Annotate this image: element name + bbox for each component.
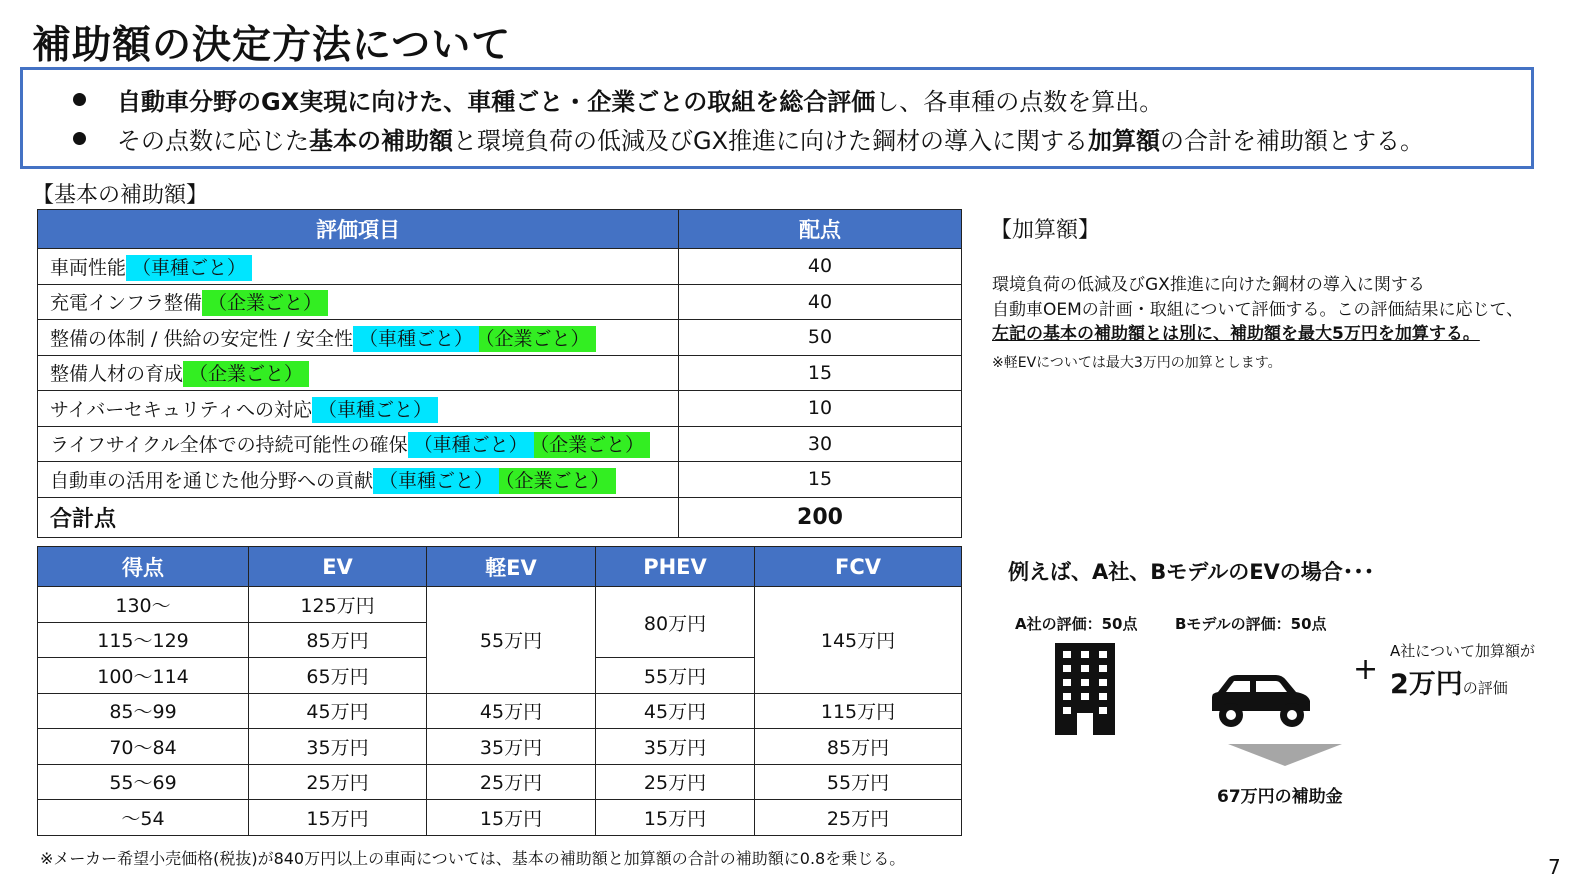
- addition-amount-suffix: の評価: [1462, 679, 1508, 697]
- phev-amount: 35万円: [596, 729, 755, 765]
- eval-item: サイバーセキュリティへの対応: [50, 398, 313, 421]
- tag-company: （企業ごと）: [202, 290, 328, 316]
- addition-text-3: 左記の基本の補助額とは別に、補助額を最大5万円を加算する。: [992, 324, 1480, 344]
- summary-line1-bold: 自動車分野のGX実現に向けた、車種ごと・企業ごとの取組を総合評価: [117, 88, 876, 116]
- table-row: [38, 355, 962, 391]
- eval-item: 充電インフラ整備: [50, 292, 203, 315]
- table-row: [38, 462, 962, 498]
- eval-item: 車両性能: [50, 256, 127, 279]
- amount-header-kei-ev: 軽EV: [427, 547, 596, 587]
- score-range: 130～: [38, 587, 249, 623]
- total-points: 200: [679, 497, 962, 537]
- ev-amount: 125万円: [249, 587, 427, 623]
- phev-amount: 55万円: [596, 658, 755, 694]
- phev-amount: 15万円: [596, 800, 755, 836]
- fcv-amount: 145万円: [755, 587, 962, 694]
- eval-item: ライフサイクル全体での持続可能性の確保: [50, 434, 408, 457]
- result-subsidy: 67万円の補助金: [1217, 787, 1343, 807]
- table-row: [38, 284, 962, 320]
- kei-ev-amount: 35万円: [427, 729, 596, 765]
- amount-header-fcv: FCV: [755, 547, 962, 587]
- score-range: ～54: [38, 800, 249, 836]
- ev-amount: 35万円: [249, 729, 427, 765]
- kei-ev-amount: 55万円: [427, 587, 596, 694]
- tag-vehicle: （車種ごと）: [126, 255, 252, 281]
- total-label: 合計点: [38, 497, 679, 537]
- amount-header-score: 得点: [38, 547, 249, 587]
- eval-header-points: 配点: [679, 210, 962, 249]
- tag-company: （企業ごと）: [499, 468, 616, 494]
- tag-vehicle: （車種ごと）: [312, 397, 438, 423]
- addition-note: ※軽EVについては最大3万円の加算とします。: [992, 355, 1282, 371]
- phev-amount: 25万円: [596, 764, 755, 800]
- summary-line1-rest: し、各車種の点数を算出。: [875, 88, 1164, 116]
- ev-amount: 45万円: [249, 693, 427, 729]
- kei-ev-amount: 45万円: [427, 693, 596, 729]
- amount-header-phev: PHEV: [596, 547, 755, 587]
- score-range: 100～114: [38, 658, 249, 694]
- tag-company: （企業ごと）: [479, 326, 596, 352]
- tag-vehicle: （車種ごと）: [373, 468, 499, 494]
- addition-amount: [1390, 662, 1508, 701]
- eval-points: 10: [679, 391, 962, 427]
- table-row: [38, 729, 962, 765]
- summary-line2-bold: 基本の補助額: [309, 127, 453, 155]
- table-row: [38, 587, 962, 623]
- ev-amount: 15万円: [249, 800, 427, 836]
- page-title: 補助額の決定方法について: [32, 23, 512, 68]
- fcv-amount: 25万円: [755, 800, 962, 836]
- addition-text-1: 環境負荷の低減及びGX推進に向けた鋼材の導入に関する: [992, 275, 1425, 295]
- building-icon: [1055, 643, 1115, 735]
- amount-table: [37, 546, 962, 836]
- bullet-dot-icon: [73, 132, 86, 145]
- footnote: ※メーカー希望小売価格(税抜)が840万円以上の車両については、基本の補助額と加算額の合計の補助額に0.8を乗じる。: [40, 849, 906, 868]
- tag-vehicle: （車種ごと）: [353, 326, 479, 352]
- addition-amount-value: 2万円: [1390, 669, 1463, 700]
- fcv-amount: 115万円: [755, 693, 962, 729]
- table-row: [38, 320, 962, 356]
- table-row: [38, 426, 962, 462]
- eval-item: 整備の体制 / 供給の安定性 / 安全性: [50, 327, 353, 350]
- car-icon: [1204, 673, 1314, 729]
- tag-vehicle: （車種ごと）: [408, 432, 534, 458]
- summary-line2-part: の合計を補助額とする。: [1160, 127, 1425, 155]
- kei-ev-amount: 15万円: [427, 800, 596, 836]
- amount-header-ev: EV: [249, 547, 427, 587]
- page-number: 7: [1548, 855, 1561, 879]
- total-row: [38, 497, 962, 537]
- eval-item: 自動車の活用を通じた他分野への貢献: [50, 469, 374, 492]
- table-row: [38, 693, 962, 729]
- eval-points: 15: [679, 462, 962, 498]
- bullet-dot-icon: [73, 93, 86, 106]
- fcv-amount: 85万円: [755, 729, 962, 765]
- ev-amount: 25万円: [249, 764, 427, 800]
- table-row: [38, 391, 962, 427]
- eval-header-item: 評価項目: [38, 210, 679, 249]
- example-title: 例えば、A社、BモデルのEVの場合･･･: [1008, 560, 1375, 584]
- fcv-amount: 55万円: [755, 764, 962, 800]
- summary-line2-part: その点数に応じた: [117, 127, 309, 155]
- score-range: 70～84: [38, 729, 249, 765]
- model-eval-label: Bモデルの評価：50点: [1175, 615, 1327, 633]
- score-range: 55～69: [38, 764, 249, 800]
- phev-amount: 45万円: [596, 693, 755, 729]
- eval-item: 整備人材の育成: [50, 363, 184, 386]
- summary-box: [20, 67, 1534, 169]
- table-row: [38, 249, 962, 285]
- score-range: 115～129: [38, 622, 249, 658]
- eval-points: 40: [679, 249, 962, 285]
- table-row: [38, 764, 962, 800]
- phev-amount: 80万円: [596, 587, 755, 658]
- eval-points: 15: [679, 355, 962, 391]
- basic-amount-label: 【基本の補助額】: [32, 183, 209, 208]
- addition-text-2: 自動車OEMの計画・取組について評価する。この評価結果に応じて、: [992, 300, 1524, 320]
- down-arrow-icon: [1228, 744, 1342, 766]
- tag-company: （企業ごと）: [183, 361, 309, 387]
- addition-label: 【加算額】: [990, 218, 1101, 243]
- addition-note-example: A社について加算額が: [1390, 642, 1535, 660]
- kei-ev-amount: 25万円: [427, 764, 596, 800]
- evaluation-table: [37, 209, 962, 538]
- table-row: [38, 800, 962, 836]
- summary-line2-part: と環境負荷の低減及びGX推進に向けた鋼材の導入に関する: [453, 127, 1089, 155]
- ev-amount: 65万円: [249, 658, 427, 694]
- score-range: 85～99: [38, 693, 249, 729]
- eval-points: 40: [679, 284, 962, 320]
- eval-points: 50: [679, 320, 962, 356]
- ev-amount: 85万円: [249, 622, 427, 658]
- tag-company: （企業ごと）: [534, 432, 651, 458]
- eval-points: 30: [679, 426, 962, 462]
- summary-line2-bold: 加算額: [1088, 127, 1161, 155]
- company-eval-label: A社の評価：50点: [1015, 615, 1138, 633]
- plus-sign: +: [1353, 652, 1379, 687]
